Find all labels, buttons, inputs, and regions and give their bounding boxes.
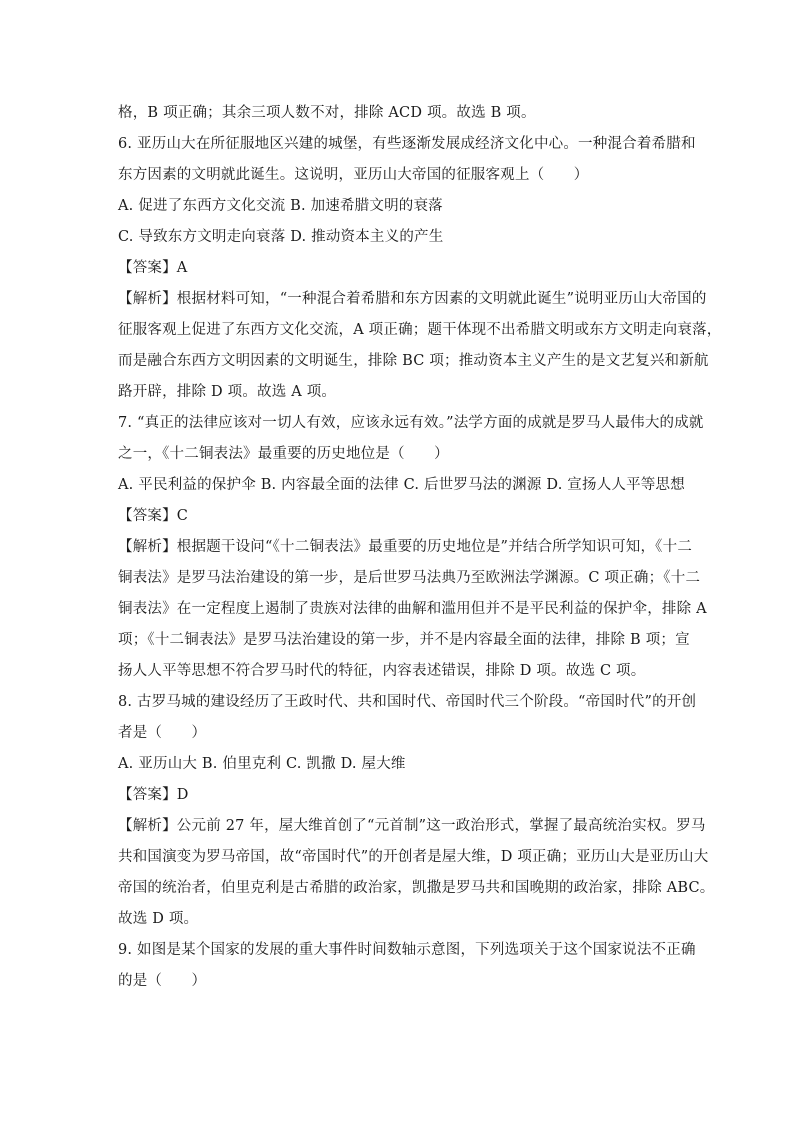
question-7-analysis: 铜表法》是罗马法治建设的第一步，是后世罗马法典乃至欧洲法学渊源。C 项正确；《十二	[118, 570, 701, 586]
question-6-analysis: 路开辟，排除 D 项。故选 A 项。	[118, 384, 337, 400]
question-8-analysis: 共和国演变为罗马帝国，故“帝国时代”的开创者是屋大维，D 项正确；亚历山大是亚历山大	[118, 849, 709, 865]
question-8-stem: 者是（ ）	[118, 725, 207, 741]
question-7-analysis: 铜表法》在一定程度上遏制了贵族对法律的曲解和滥用但并不是平民利益的保护伞，排除 A	[118, 601, 707, 617]
question-9-stem: 的是（ ）	[118, 973, 207, 989]
question-7-answer: 【答案】C	[118, 508, 189, 524]
question-6-analysis: 征服客观上促进了东西方文化交流，A 项正确；题干体现不出希腊文明或东方文明走向衰落，	[118, 322, 722, 338]
question-7-analysis: 扬人人平等思想不符合罗马时代的特征，内容表述错误，排除 D 项。故选 C 项。	[118, 663, 646, 679]
question-7-analysis: 【解析】根据题干设问“《十二铜表法》最重要的历史地位是”并结合所学知识可知，《十二	[118, 539, 693, 555]
question-6-stem: 6. 亚历山大在所征服地区兴建的城堡，有些逐渐发展成经济文化中心。一种混合着希腊和	[118, 136, 696, 152]
question-8-options: A. 亚历山大 B. 伯里克利 C. 凯撒 D. 屋大维	[118, 756, 406, 772]
question-8-analysis: 帝国的统治者，伯里克利是古希腊的政治家，凯撒是罗马共和国晚期的政治家，排除 ABC。	[118, 880, 715, 896]
question-6-answer: 【答案】A	[118, 260, 188, 276]
question-6-options: C. 导致东方文明走向衰落 D. 推动资本主义的产生	[118, 229, 444, 245]
question-8-stem: 8. 古罗马城的建设经历了王政时代、共和国时代、帝国时代三个阶段。“帝国时代”的开创	[118, 694, 697, 710]
question-8-answer: 【答案】D	[118, 787, 189, 803]
text-line: 格，B 项正确；其余三项人数不对，排除 ACD 项。故选 B 项。	[118, 105, 536, 121]
question-7-stem: 7. “真正的法律应该对一切人有效，应该永远有效。”法学方面的成就是罗马人最伟大的成就	[118, 415, 704, 431]
question-8-analysis: 【解析】公元前 27 年，屋大维首创了“元首制”这一政治形式，掌握了最高统治实权。罗马	[118, 818, 706, 834]
question-6-analysis: 【解析】根据材料可知，“一种混合着希腊和东方因素的文明就此诞生”说明亚历山大帝国的	[118, 291, 707, 307]
question-6-analysis: 而是融合东西方文明因素的文明诞生，排除 BC 项；推动资本主义产生的是文艺复兴和新航	[118, 353, 709, 369]
question-9-stem: 9. 如图是某个国家的发展的重大事件时间数轴示意图，下列选项关于这个国家说法不正确	[118, 942, 696, 958]
question-8-analysis: 故选 D 项。	[118, 911, 199, 927]
question-7-analysis: 项；《十二铜表法》是罗马法治建设的第一步，并不是内容最全面的法律，排除 B 项；宣	[118, 632, 690, 648]
question-7-stem: 之一，《十二铜表法》最重要的历史地位是（ ）	[118, 446, 449, 462]
question-7-options: A. 平民利益的保护伞 B. 内容最全面的法律 C. 后世罗马法的渊源 D. 宣扬人人平等思想	[118, 477, 685, 493]
question-6-options: A. 促进了东西方文化交流 B. 加速希腊文明的衰落	[118, 198, 443, 214]
question-6-stem: 东方因素的文明就此诞生。这说明，亚历山大帝国的征服客观上（ ）	[118, 167, 589, 183]
